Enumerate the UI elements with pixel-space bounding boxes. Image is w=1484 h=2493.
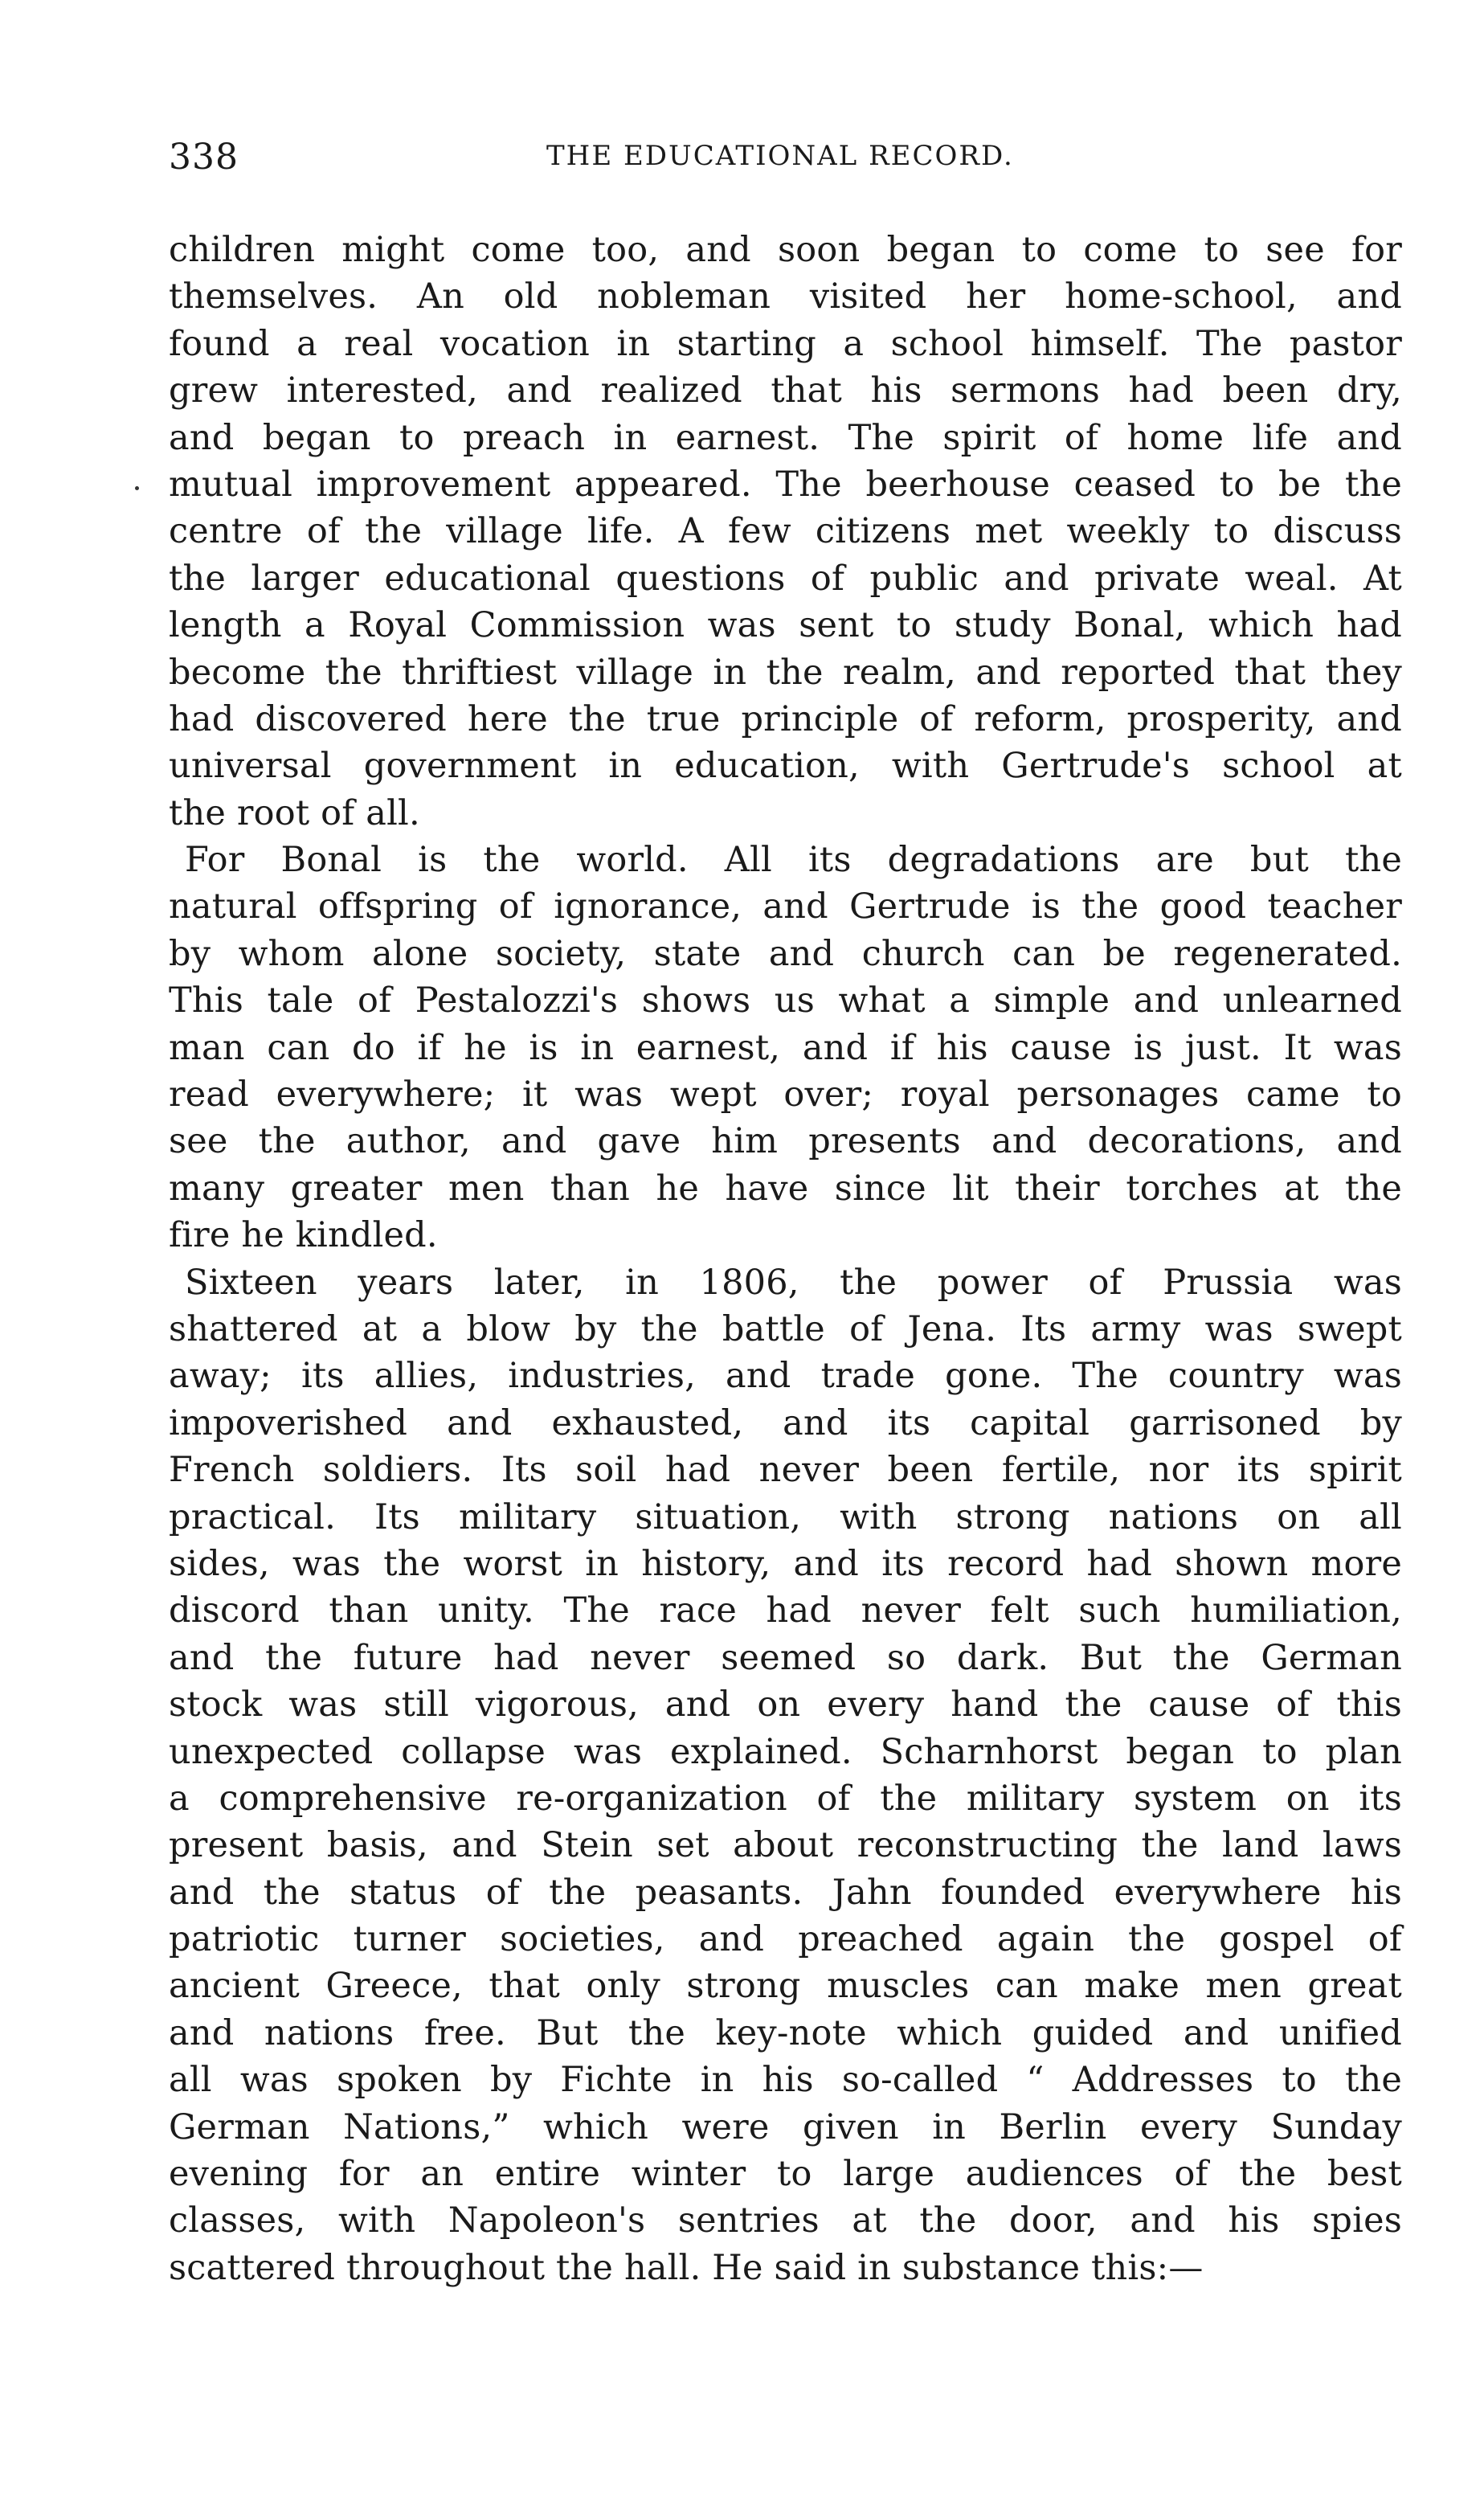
paragraph — [169, 1259, 1402, 2292]
text-line: present basis, and Stein set about reconstructing the land laws — [169, 1825, 1402, 1866]
paragraph — [169, 227, 1402, 837]
text-line: children might come too, and soon began to come to see for — [169, 230, 1402, 270]
text-line: many greater men than he have since lit their torches at the — [169, 1168, 1402, 1209]
text-line: This tale of Pestalozzi's shows us what a simple and unlearned — [169, 980, 1402, 1021]
text-line: away; its allies, industries, and trade gone. The country was — [169, 1356, 1402, 1397]
text-line: read everywhere; it was wept over; royal personages came to — [169, 1075, 1402, 1116]
text-line: universal government in education, with Gertrude's school at — [169, 746, 1402, 787]
body-text — [169, 227, 1402, 2291]
text-line: themselves. An old nobleman visited her home-school, and — [169, 276, 1402, 317]
text-line: the larger educational questions of public and private weal. At — [169, 558, 1402, 599]
text-line: had discovered here the true principle of reform, prosperity, and — [169, 698, 1402, 739]
text-line: fire he kindled. — [169, 1215, 438, 1256]
text-line: patriotic turner societies, and preached again the gospel of — [169, 1919, 1402, 1960]
paragraph — [169, 837, 1402, 1259]
text-line: by whom alone society, state and church can be regenerated. — [169, 933, 1402, 974]
text-line: German Nations,” which were given in Berlin every Sunday — [169, 2106, 1402, 2147]
text-line: impoverished and exhausted, and its capital garrisoned by — [169, 1402, 1402, 1443]
text-line: centre of the village life. A few citizens met weekly to discuss — [169, 511, 1402, 552]
text-line: become the thriftiest village in the realm, and reported that they — [169, 652, 1402, 693]
text-line: sides, was the worst in history, and its record had shown more — [169, 1543, 1402, 1584]
text-line: discord than unity. The race had never felt such humiliation, — [169, 1590, 1402, 1631]
text-line: man can do if he is in earnest, and if his cause is just. It was — [169, 1027, 1402, 1068]
text-line: a comprehensive re-organization of the military system on its — [169, 1778, 1402, 1819]
running-head: THE EDUCATIONAL RECORD. — [546, 140, 1014, 172]
text-line: ancient Greece, that only strong muscles can make men great — [169, 1966, 1402, 2007]
text-line: grew interested, and realized that his sermons had been dry, — [169, 370, 1402, 411]
text-line: length a Royal Commission was sent to study Bonal, which had — [169, 605, 1402, 646]
text-line: evening for an entire winter to large audiences of the best — [169, 2154, 1402, 2195]
text-line: found a real vocation in starting a school himself. The pastor — [169, 323, 1402, 364]
page-header — [169, 137, 1390, 185]
margin-speck — [135, 486, 139, 490]
text-line: the root of all. — [169, 792, 420, 833]
text-line: and began to preach in earnest. The spirit of home life and — [169, 417, 1402, 458]
text-line: scattered throughout the hall. He said in substance this:— — [169, 2247, 1204, 2288]
text-line: mutual improvement appeared. The beerhouse ceased to be the — [169, 464, 1402, 505]
text-line: all was spoken by Fichte in his so-called “ Addresses to the — [169, 2060, 1402, 2101]
text-line: Sixteen years later, in 1806, the power of Prussia was — [185, 1262, 1402, 1303]
text-line: shattered at a blow by the battle of Jena. Its army was swept — [169, 1308, 1402, 1349]
text-line: For Bonal is the world. All its degradations are but the — [185, 840, 1402, 881]
text-line: and nations free. But the key-note which guided and unified — [169, 2012, 1402, 2053]
text-line: unexpected collapse was explained. Scharnhorst began to plan — [169, 1731, 1402, 1772]
text-line: natural offspring of ignorance, and Gertrude is the good teacher — [169, 886, 1402, 927]
text-line: French soldiers. Its soil had never been fertile, nor its spirit — [169, 1450, 1402, 1491]
text-line: and the future had never seemed so dark. But the German — [169, 1637, 1402, 1678]
text-line: and the status of the peasants. Jahn founded everywhere his — [169, 1872, 1402, 1913]
text-line: classes, with Napoleon's sentries at the door, and his spies — [169, 2200, 1402, 2241]
page-number: 338 — [169, 137, 239, 178]
text-line: see the author, and gave him presents and decorations, and — [169, 1121, 1402, 1162]
text-line: practical. Its military situation, with strong nations on all — [169, 1496, 1402, 1537]
text-line: stock was still vigorous, and on every hand the cause of this — [169, 1685, 1402, 1725]
